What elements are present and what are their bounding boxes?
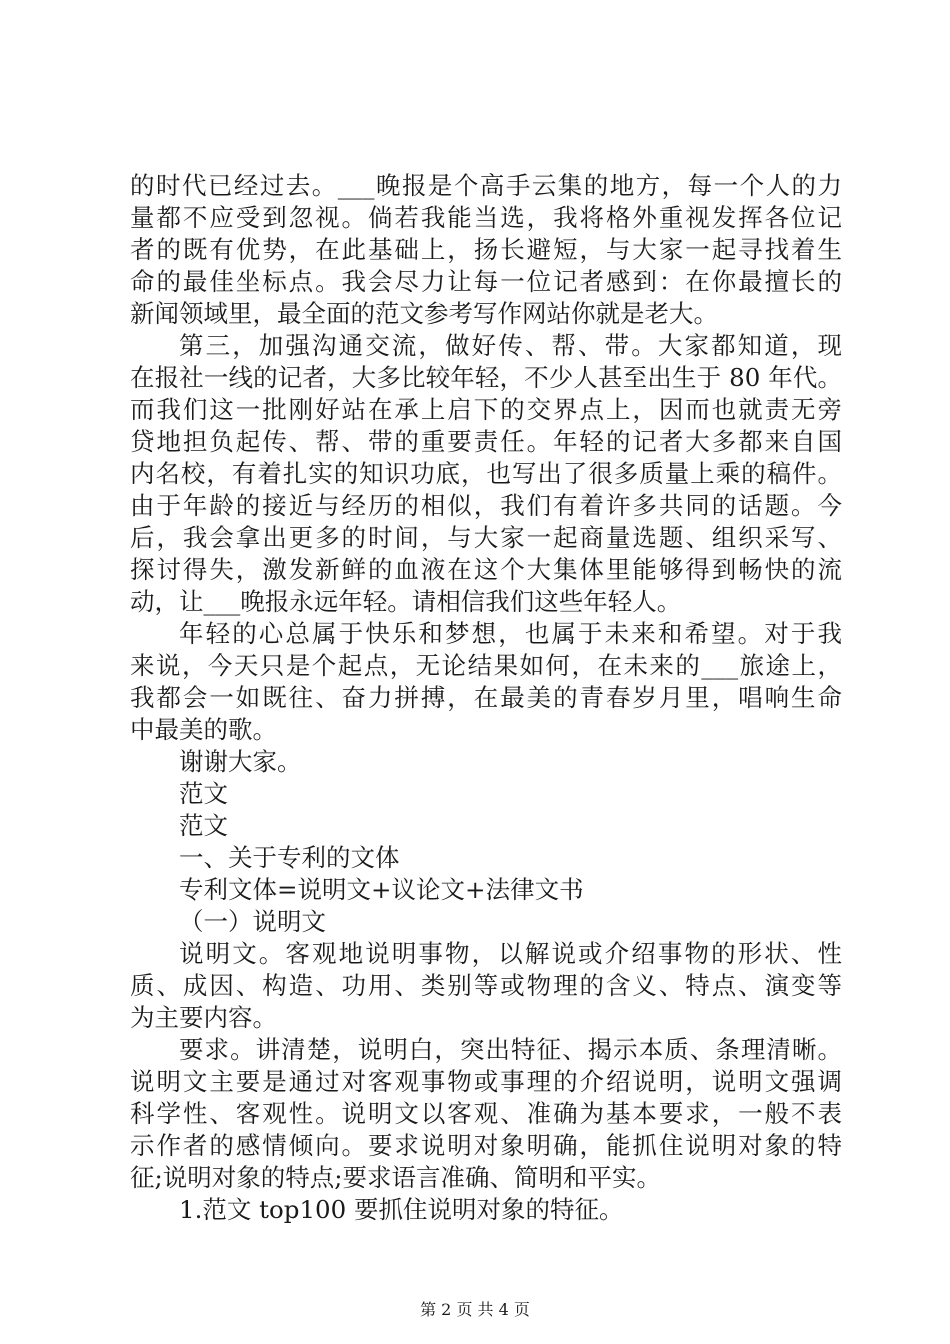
text-line: 贷地担负起传、帮、带的重要责任。年轻的记者大多都来自国: [130, 427, 842, 456]
text-line: 我都会一如既往、奋力拼搏，在最美的青春岁月里，唱响生命: [130, 683, 842, 712]
text-line: 来说，今天只是个起点，无论结果如何，在未来的___旅途上，: [130, 651, 842, 680]
text-line: 范文: [179, 811, 228, 840]
page-footer: 第 2 页 共 4 页: [420, 1300, 530, 1319]
text-line: 要求。讲清楚，说明白，突出特征、揭示本质、条理清晰。: [179, 1035, 842, 1064]
text-line: 1.范文 top100 要抓住说明对象的特征。: [179, 1195, 624, 1224]
text-line: 说明文。客观地说明事物，以解说或介绍事物的形状、性: [179, 939, 842, 968]
text-line: 专利文体=说明文+议论文+法律文书: [179, 875, 584, 904]
text-line: 范文: [179, 779, 228, 808]
text-line: 示作者的感情倾向。要求说明对象明确，能抓住说明对象的特: [130, 1131, 842, 1160]
text-line: 说明文主要是通过对客观事物或事理的介绍说明，说明文强调: [130, 1067, 842, 1096]
text-line: 者的既有优势，在此基础上，扬长避短，与大家一起寻找着生: [130, 235, 842, 264]
text-line: 由于年龄的接近与经历的相似，我们有着许多共同的话题。今: [130, 491, 842, 520]
text-line: 而我们这一批刚好站在承上启下的交界点上，因而也就责无旁: [130, 395, 842, 424]
document-body: [130, 170, 842, 1226]
text-line: 中最美的歌。: [130, 715, 277, 744]
text-line: 后，我会拿出更多的时间，与大家一起商量选题、组织采写、: [130, 523, 842, 552]
text-line: 探讨得失，激发新鲜的血液在这个大集体里能够得到畅快的流: [130, 555, 842, 584]
text-line: 一、关于专利的文体: [179, 843, 400, 872]
text-line: 科学性、客观性。说明文以客观、准确为基本要求，一般不表: [130, 1099, 842, 1128]
text-line: 动，让___晚报永远年轻。请相信我们这些年轻人。: [130, 587, 682, 616]
text-line: 第三，加强沟通交流，做好传、帮、带。大家都知道，现: [179, 331, 842, 360]
text-line: （一）说明文: [179, 907, 326, 936]
text-line: 命的最佳坐标点。我会尽力让每一位记者感到：在你最擅长的: [130, 267, 842, 296]
text-line: 谢谢大家。: [179, 747, 302, 776]
text-line: 新闻领域里，最全面的范文参考写作网站你就是老大。: [130, 299, 718, 328]
text-line: 征;说明对象的特点;要求语言准确、简明和平实。: [130, 1163, 662, 1192]
text-line: 内名校，有着扎实的知识功底，也写出了很多质量上乘的稿件。: [130, 459, 842, 488]
text-line: 年轻的心总属于快乐和梦想，也属于未来和希望。对于我: [179, 619, 842, 648]
text-line: 为主要内容。: [130, 1003, 277, 1032]
text-line: 量都不应受到忽视。倘若我能当选，我将格外重视发挥各位记: [130, 203, 842, 232]
text-line: 质、成因、构造、功用、类别等或物理的含义、特点、演变等: [130, 971, 842, 1000]
text-line: 的时代已经过去。___晚报是个高手云集的地方，每一个人的力: [130, 171, 842, 200]
text-line: 在报社一线的记者，大多比较年轻，不少人甚至出生于 80 年代。: [130, 363, 842, 392]
